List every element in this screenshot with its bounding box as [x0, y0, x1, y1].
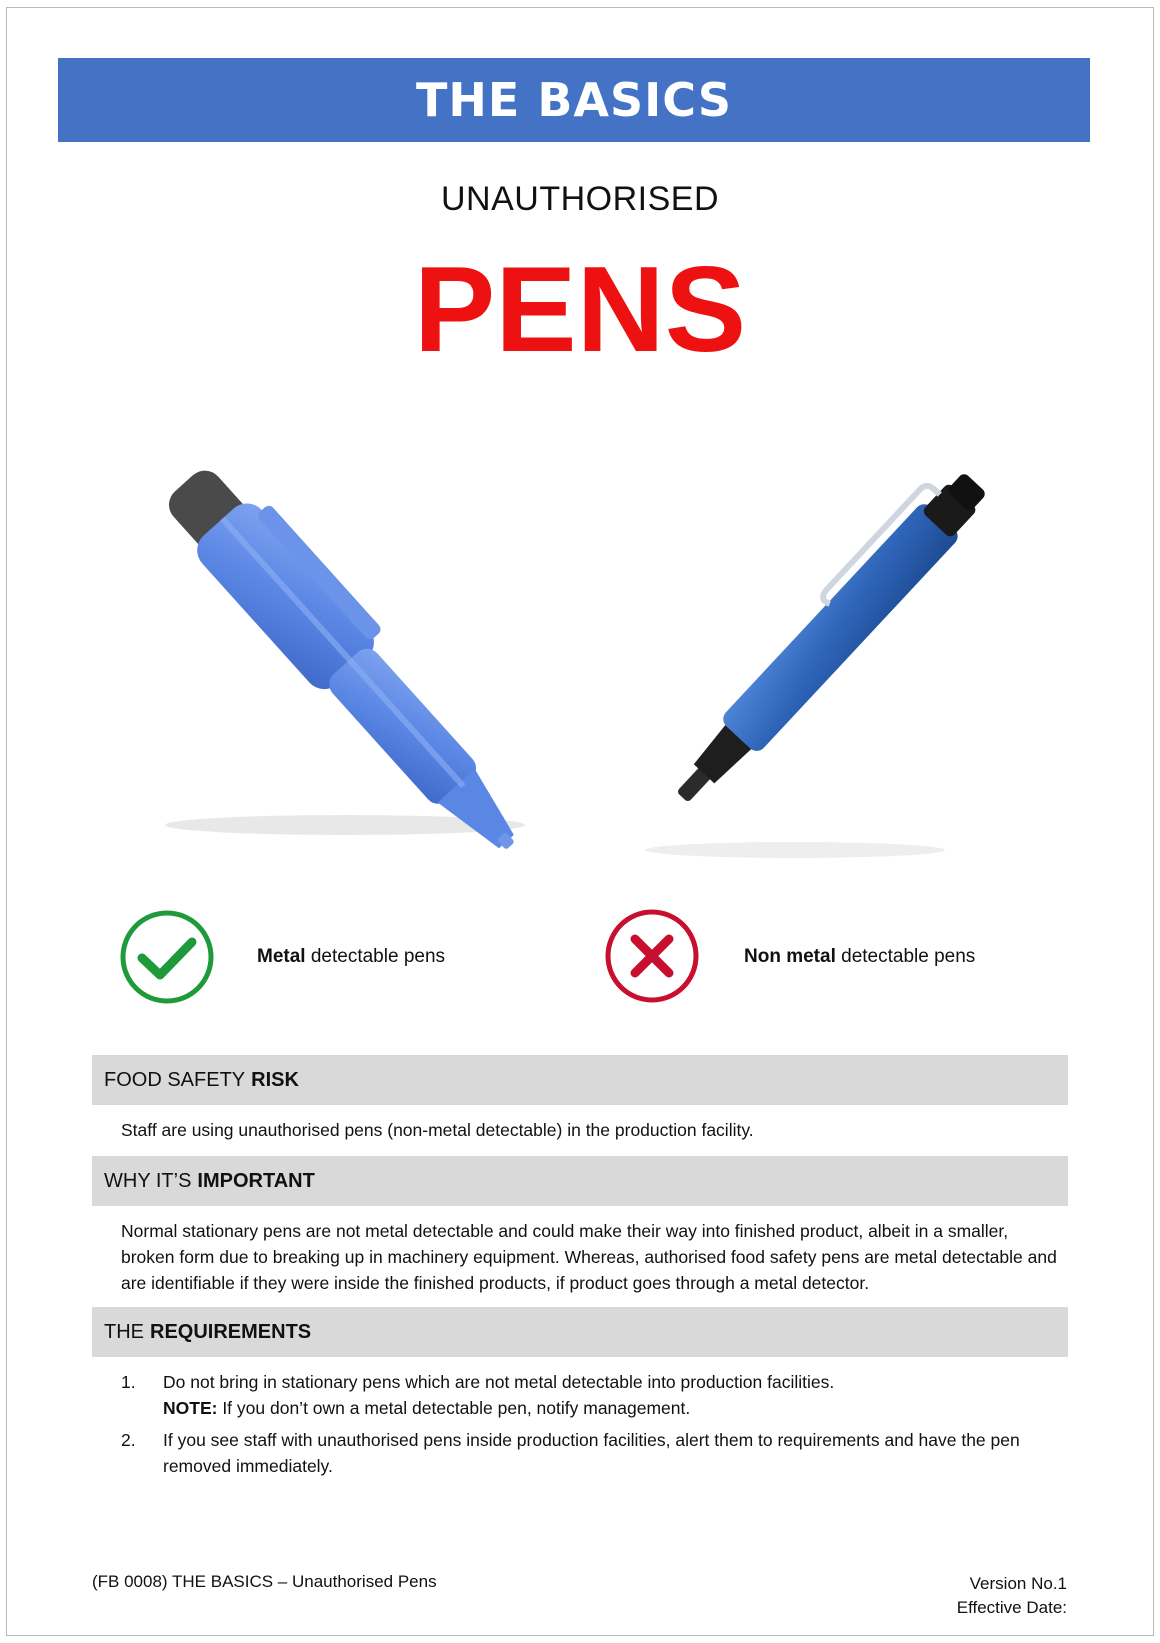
section-heading-importance [92, 1156, 1068, 1206]
note-label: NOTE: [163, 1398, 218, 1418]
risk-body-text: Staff are using unauthorised pens (non-metal detectable) in the production facility. [121, 1120, 754, 1140]
non-metal-detectable-pen-image [625, 470, 1015, 870]
list-item [121, 1369, 1066, 1421]
not-allowed-pen-label [744, 946, 975, 968]
requirements-title-bold: REQUIREMENTS [150, 1320, 312, 1343]
importance-title-plain: WHY IT’S [104, 1169, 192, 1192]
requirement-text: If you see staff with unauthorised pens inside production facilities, alert them to requirements and have the pen removed immediately. [163, 1430, 1020, 1476]
requirement-note [163, 1395, 1066, 1421]
importance-body-text: Normal stationary pens are not metal detectable and could make their way into finished product, albeit in a smaller, broken form due to breaking up in machinery equipment. Whereas, authorised food safety pens are metal detectable and are identifiable if they were inside the finished products, if product goes through a metal detector. [121, 1221, 1057, 1293]
headline-text: PENS [413, 241, 747, 377]
banner-title: THE BASICS [58, 58, 1090, 142]
footer-effective-date: Effective Date: [956, 1598, 1067, 1617]
list-item [121, 1427, 1066, 1479]
list-number: 1. [121, 1372, 136, 1392]
requirements-title-plain: THE [104, 1320, 144, 1343]
list-number: 2. [121, 1430, 136, 1450]
allowed-pen-label [257, 946, 445, 968]
footer-document-ref: (FB 0008) THE BASICS – Unauthorised Pens [92, 1572, 437, 1591]
requirement-text: Do not bring in stationary pens which are not metal detectable into production facilities. [163, 1372, 835, 1392]
allowed-label-rest: detectable pens [305, 946, 446, 967]
importance-title-bold: IMPORTANT [197, 1169, 315, 1192]
note-text: If you don’t own a metal detectable pen, notify management. [217, 1398, 691, 1418]
not-allowed-label-rest: detectable pens [835, 946, 976, 967]
risk-title-plain: FOOD SAFETY [104, 1068, 246, 1091]
requirements-list [121, 1369, 1066, 1485]
check-circle-icon [118, 908, 216, 1006]
not-allowed-label-bold: Non metal [744, 946, 836, 967]
cross-circle-icon [603, 907, 701, 1005]
footer-version-block [957, 1572, 1067, 1620]
kicker-text: UNAUTHORISED [440, 180, 720, 218]
section-heading-requirements [92, 1307, 1068, 1357]
risk-title-bold: RISK [251, 1068, 299, 1091]
metal-detectable-pen-image [115, 455, 535, 855]
footer-version: Version No.1 [969, 1574, 1067, 1593]
allowed-label-bold: Metal [257, 946, 306, 967]
section-heading-risk [92, 1055, 1068, 1105]
